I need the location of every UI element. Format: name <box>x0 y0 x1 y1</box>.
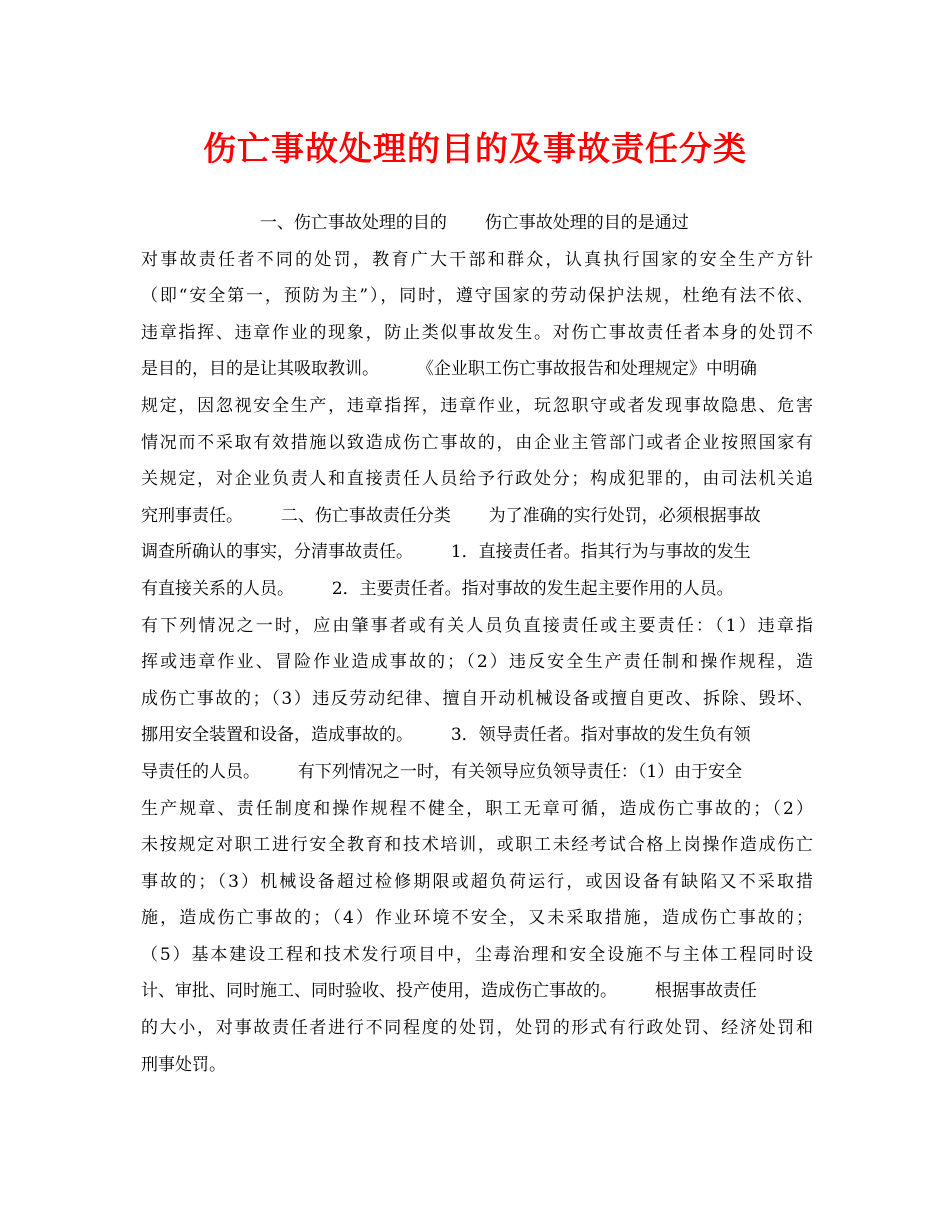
body-line: 关规定，对企业负责人和直接责任人员给予行政处分；构成犯罪的，由司法机关追 <box>141 469 813 490</box>
document-title: 伤亡事故处理的目的及事故责任分类 <box>203 129 747 168</box>
body-line: 违章指挥、违章作业的现象，防止类似事故发生。对伤亡事故责任者本身的处罚不 <box>141 322 813 343</box>
body-line: 一、伤亡事故处理的目的 伤亡事故处理的目的是通过 <box>141 213 689 233</box>
body-line: 对事故责任者不同的处罚，教育广大干部和群众，认真执行国家的安全生产方针 <box>141 249 813 270</box>
body-line: 事故的；（3）机械设备超过检修期限或超负荷运行，或因设备有缺陷又不采取措 <box>141 871 813 892</box>
body-line: 未按规定对职工进行安全教育和技术培训，或职工未经考试合格上岗操作造成伤亡 <box>141 835 813 856</box>
body-line: 成伤亡事故的；（3）违反劳动纪律、擅自开动机械设备或擅自更改、拆除、毁坏、 <box>141 688 813 709</box>
body-line: 有下列情况之一时，应由肇事者或有关人员负直接责任或主要责任：（1）违章指 <box>141 615 813 636</box>
body-line: 挪用安全装置和设备，造成事故的。 3．领导责任者。指对事故的发生负有领 <box>141 725 751 746</box>
body-line: 规定，因忽视安全生产，违章指挥，违章作业，玩忽职守或者发现事故隐患、危害 <box>141 395 813 416</box>
document-body <box>141 205 813 1083</box>
body-line: 计、审批、同时施工、同时验收、投产使用，造成伤亡事故的。 根据事故责任 <box>141 981 757 1002</box>
body-line: 有直接关系的人员。 2．主要责任者。指对事故的发生起主要作用的人员。 <box>141 578 734 599</box>
body-line: 是目的，目的是让其吸取教训。 《企业职工伤亡事故报告和处理规定》中明确 <box>141 359 757 380</box>
body-line: （5）基本建设工程和技术发行项目中，尘毒治理和安全设施不与主体工程同时设 <box>141 944 813 965</box>
body-line: 情况而不采取有效措施以致造成伤亡事故的，由企业主管部门或者企业按照国家有 <box>141 432 813 453</box>
body-line: 刑事处罚。 <box>141 1054 226 1075</box>
body-line: 挥或违章作业、冒险作业造成事故的；（2）违反安全生产责任制和操作规程，造 <box>141 652 813 673</box>
body-line: 调查所确认的事实，分清事故责任。 1．直接责任者。指其行为与事故的发生 <box>141 542 751 563</box>
body-line: 的大小，对事故责任者进行不同程度的处罚，处罚的形式有行政处罚、经济处罚和 <box>141 1018 813 1039</box>
body-line: 导责任的人员。 有下列情况之一时，有关领导应负领导责任：（1）由于安全 <box>141 761 743 782</box>
body-line: 生产规章、责任制度和操作规程不健全，职工无章可循，造成伤亡事故的；（2） <box>141 798 813 819</box>
body-line: 究刑事责任。 二、伤亡事故责任分类 为了准确的实行处罚，必须根据事故 <box>141 505 761 526</box>
body-line: （即“安全第一，预防为主”），同时，遵守国家的劳动保护法规，杜绝有法不依、 <box>141 286 813 307</box>
body-line: 施，造成伤亡事故的；（4）作业环境不安全，又未采取措施，造成伤亡事故的； <box>141 908 813 929</box>
